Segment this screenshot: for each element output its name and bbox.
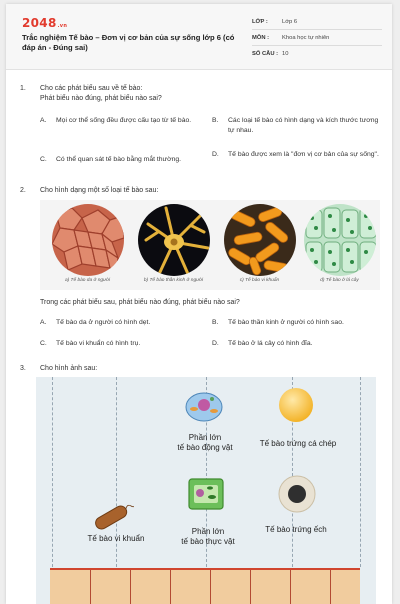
caption-leaf-cell: d) Tế bào ở lá cây: [320, 278, 359, 283]
label-fish-egg: Tế bào trứng cá chép: [259, 439, 337, 448]
label-frog-egg: Tế bào trứng ếch: [265, 525, 327, 534]
skin-cell-image: [52, 204, 124, 276]
size-scale-bar: [50, 568, 360, 604]
meta-row-class: LỚP : Lớp 6: [252, 14, 382, 30]
caption-skin-cell: a) Tế bào da ở người: [64, 278, 111, 283]
fish-egg-icon: [278, 387, 314, 423]
meta-row-count: SỐ CÂU : 10: [252, 51, 289, 57]
bacterium-icon: [90, 499, 134, 535]
frog-egg-icon: [278, 475, 316, 513]
caption-neuron: b) Tế bào thần kinh ở người: [143, 278, 204, 283]
worksheet: 2048.vn Trắc nghiệm Tế bào – Đơn vị cơ bản của sự sống lớp 6 (có đáp án - Đúng sai) LỚP : Lớp 6 MÔN : Khoa học tự nhiên SỐ CÂU : 10 1. Cho các phát biểu sau về tế bào: Phát biểu nào đúng, phát biểu nào sai? A. Mọi cơ thể sống đều được cấu tạo từ tế bào. B. Các loại tế bào có hình dạng và kích thước tương tự nhau. C. Có thể quan sát tế bào bằng mắt thường. D. Tế bào được xem là "đơn vị cơ bản của sự sống". 2. Cho hình dạng một số loại tế bào sau: a) Tế bào da ở người b) Tế bào thần kinh ở người c) Tế bào vi khuẩn d) Tế bào ở lá cây Trong các phát biểu sau, phát biểu nào đúng, phát biểu nào sai? A. Tế bào da ở người có hình dẹt. B. Tế bào thần kinh ở người có hình sao. C. Tế bào vi khuẩn có hình trụ. D. Tế bào ở lá cây có hình đĩa. 3. Cho hình ảnh sau: Phần lớn tế bào động vật Tế bào trứng cá chép Tế bào vi khuẩn Phần lớn tế bào thực vật Tế bào trứng ếch: [6, 4, 392, 604]
site-logo[interactable]: 2048.vn: [22, 16, 68, 30]
leaf-cell-image: [304, 204, 376, 276]
cell-size-figure: [36, 377, 376, 604]
document-title: Trắc nghiệm Tế bào – Đơn vị cơ bản của sự sống lớp 6 (có đáp án - Đúng sai): [22, 33, 235, 52]
document-header: [6, 4, 392, 70]
meta-table: [252, 14, 382, 62]
bacteria-image: [224, 204, 296, 276]
animal-cell-icon: [184, 385, 224, 425]
label-bacteria-cell: Tế bào vi khuẩn: [87, 534, 145, 543]
neuron-image: [138, 204, 210, 276]
label-animal-cell: Phần lớn tế bào động vật: [177, 433, 233, 452]
caption-bacteria: c) Tế bào vi khuẩn: [239, 278, 280, 283]
cell-images: [40, 200, 380, 290]
plant-cell-icon: [186, 473, 226, 513]
label-plant-cell: Phần lớn tế bào thực vật: [181, 527, 235, 546]
meta-row-subject: MÔN : Khoa học tự nhiên: [252, 30, 382, 46]
